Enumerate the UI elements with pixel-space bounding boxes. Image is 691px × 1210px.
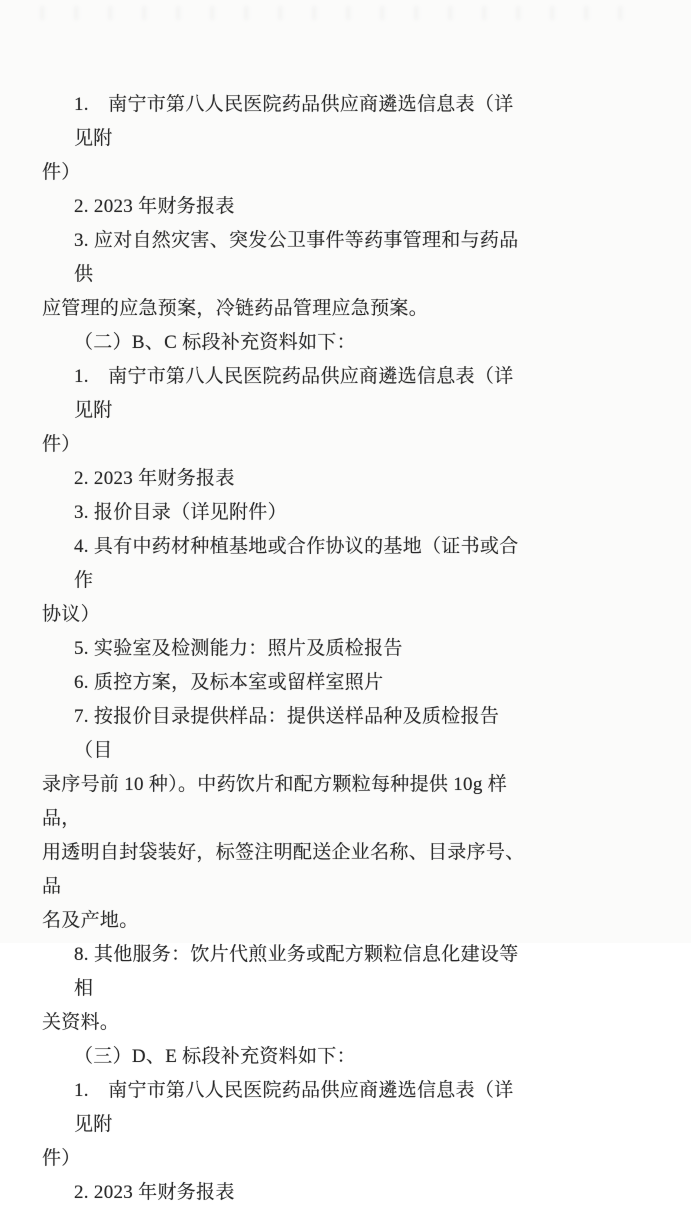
- text-line: 2. 2023 年财务报表: [74, 196, 235, 217]
- text-line: 1. 南宁市第八人民医院药品供应商遴选信息表（详见附: [74, 1080, 514, 1135]
- text-line: 2. 2023 年财务报表: [74, 468, 235, 489]
- text-line: （三）D、E 标段补充资料如下：: [74, 1046, 356, 1067]
- text-line: 8. 其他服务：饮片代煎业务或配方颗粒信息化建设等相: [74, 944, 519, 999]
- text-line: 1. 南宁市第八人民医院药品供应商遴选信息表（详见附: [74, 94, 514, 149]
- text-line: 协议）: [42, 604, 100, 625]
- text-line: 3. 报价目录（详见附件）: [74, 502, 287, 523]
- text-line: （二）B、C 标段补充资料如下：: [74, 332, 356, 353]
- text-line: 2. 2023 年财务报表: [74, 1182, 235, 1203]
- text-line: 应管理的应急预案，冷链药品管理应急预案。: [42, 298, 429, 319]
- text-line: 名及产地。: [42, 910, 139, 931]
- text-line: 件）: [42, 434, 81, 455]
- text-line: 4. 具有中药材种植基地或合作协议的基地（证书或合作: [74, 536, 519, 591]
- document-body: [42, 88, 528, 1210]
- text-line: 6. 质控方案，及标本室或留样室照片: [74, 672, 384, 693]
- text-line: 件）: [42, 1148, 81, 1169]
- text-line: 关资料。: [42, 1012, 120, 1033]
- text-line: 用透明自封袋装好，标签注明配送企业名称、目录序号、品: [42, 842, 525, 897]
- text-line: 1. 南宁市第八人民医院药品供应商遴选信息表（详见附: [74, 366, 514, 421]
- text-line: 5. 实验室及检测能力：照片及质检报告: [74, 638, 403, 659]
- scan-artifact: [40, 6, 640, 20]
- text-line: 录序号前 10 种）。中药饮片和配方颗粒每种提供 10g 样品，: [42, 774, 508, 829]
- text-line: 7. 按报价目录提供样品：提供送样品种及质检报告（目: [74, 706, 500, 761]
- text-line: 件）: [42, 162, 81, 183]
- text-line: 3. 应对自然灾害、突发公卫事件等药事管理和与药品供: [74, 230, 519, 285]
